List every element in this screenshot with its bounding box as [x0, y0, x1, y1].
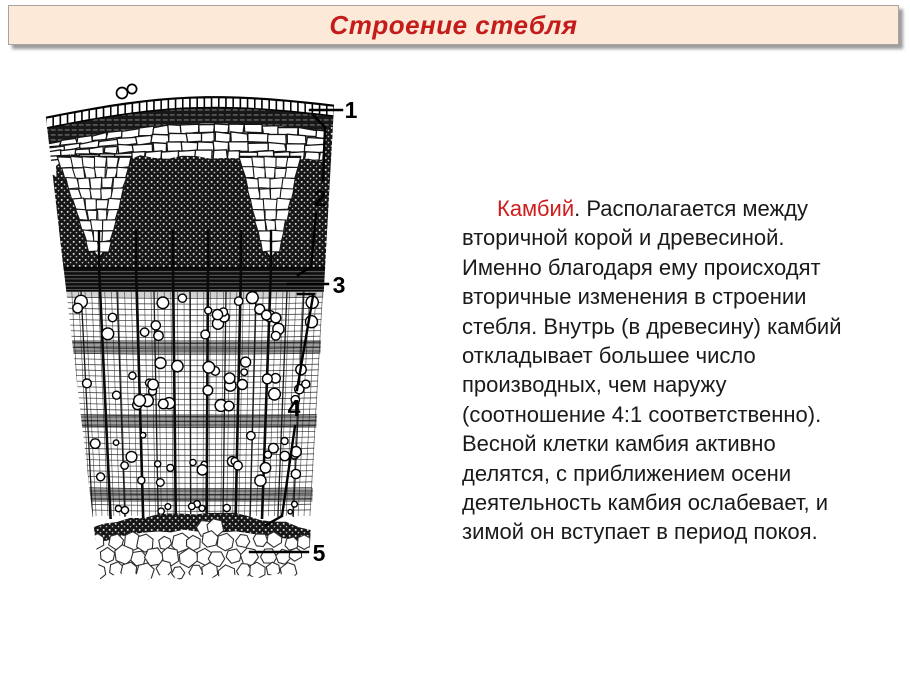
paragraph-line: (соотношение 4:1 соответственно).: [462, 401, 822, 427]
paragraph-line: Весной клетки камбия активно: [462, 431, 776, 457]
stem-cross-section-figure: [36, 78, 380, 590]
paragraph-line: производных, чем наружу: [462, 372, 727, 398]
paragraph-line: [462, 194, 886, 223]
figure-label-2: 2: [313, 185, 327, 211]
stem-diagram-illustration: [36, 78, 380, 590]
paragraph-line: откладывает большее число: [462, 343, 756, 369]
paragraph-line: делятся, с приближением осени: [462, 460, 792, 486]
paragraph-line: зимой он вступает в период покоя.: [462, 519, 818, 545]
paragraph-line: деятельность камбия ослабевает, и: [462, 490, 829, 516]
paragraph-line: вторичные изменения в строении: [462, 284, 807, 310]
paragraph-line: Именно благодаря ему происходят: [462, 254, 821, 280]
slide-title-bar: [8, 5, 899, 45]
figure-label-5: 5: [312, 540, 326, 566]
figure-label-1: 1: [344, 97, 358, 123]
paragraph-line: стебля. Внутрь (в древесину) камбий: [462, 313, 842, 339]
paragraph-line: вторичной корой и древесиной.: [462, 225, 785, 251]
cambium-paragraph: [462, 194, 886, 547]
paragraph-lead-rest: . Располагается между: [574, 196, 809, 221]
paragraph-lead-word: Камбий: [497, 196, 575, 221]
figure-label-4: 4: [287, 395, 301, 421]
slide-title: Строение стебля: [329, 9, 578, 40]
figure-label-3: 3: [332, 272, 346, 298]
